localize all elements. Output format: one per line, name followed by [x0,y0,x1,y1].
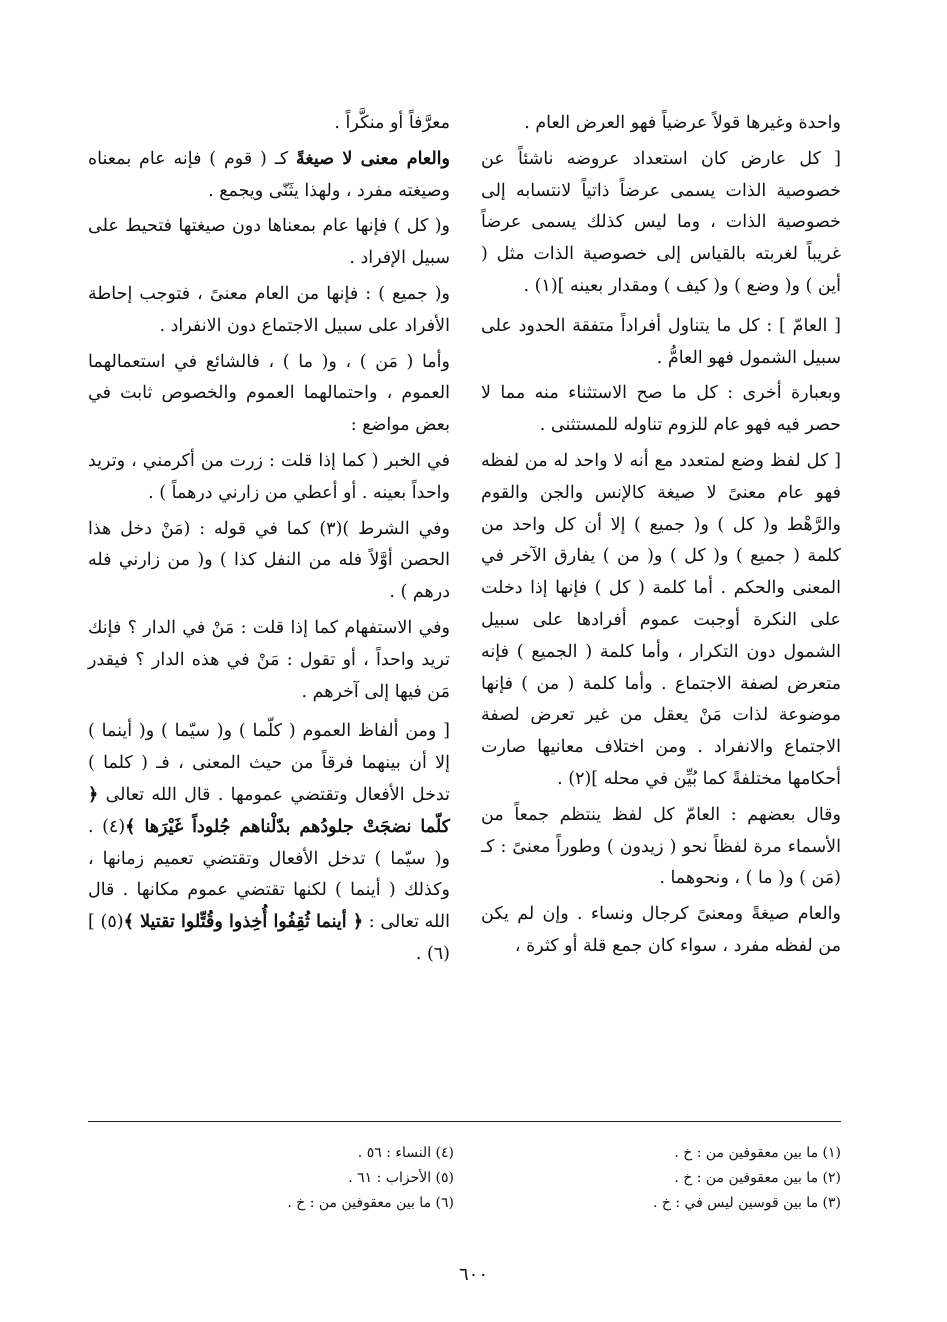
paragraph: وفي الشرط )(٣) كما في قوله : (مَنْ دخل هذا الحصن أوَّلاً فله من النفل كذا ) و( من زارني فله درهم ) . [88,518,450,603]
paragraph: في الخبر ( كما إذا قلت : زرت من أكرمني ، وتريد واحداً بعينه . أو أعطي من زارني درهماً ) . [88,450,450,503]
paragraph-text: (٤) . و( سيّما ) تدخل الأفعال وتقتضي تعميم زمانها ، وكذلك ( أينما ) لكنها تقتضي عموم مكانها . قال الله تعالى : [88,816,451,933]
footnote-divider [88,1121,841,1122]
paragraph: وقال بعضهم : العامّ كل لفظ ينتظم جمعاً من الأسماء مرة لفظاً نحو ( زيدون ) وطوراً معنىً : كـ (مَن ) و( ما ) ، ونحوهما . [481,804,841,889]
footnote: (٦) ما بين معقوفين من : خ . [287,1195,454,1211]
left-text-column [88,108,450,975]
footnote: (٢) ما بين معقوفين من : خ . [674,1170,841,1186]
quran-verse: ﴿ كلّما نضجَتْ جلودُهم بدّلْناهم جُلوداً غَيْرَها ﴾ [88,784,451,837]
right-text-column [481,108,841,967]
paragraph: وفي الاستفهام كما إذا قلت : مَنْ في الدار ؟ فإنك تريد واحداً ، أو تقول : مَنْ في هذه الدار ؟ فيقدر مَن فيها إلى آخرهم . [88,617,450,702]
footnote: (٤) النساء : ٥٦ . [357,1145,454,1161]
quran-verse: ﴿ أينما ثُقِفُوا أُخِذوا وقُتِّلوا تقتيلا ﴾ [123,912,364,933]
paragraph: [ كل لفظ وضع لمتعدد مع أنه لا واحد له من لفظه فهو عام معنىً لا صيغة كالإنس والجن والقوم والرَّهْط و( كل ) و( جميع ) إلا أن كل واحد من كلمة ( جميع ) و( كل ) و( من ) يفارق الآخر في المعنى والحكم . أما كلمة ( كل ) فإنها إذا دخلت على النكرة أوجبت عموم أفرادها على سبيل الشمول دون التكرار ، وأما كلمة ( الجميع ) فإنه متعرض لصفة الاجتماع . وأما كلمة ( من ) فإنها موضوعة لذات مَنْ يعقل من غير تعرض لصفة الاجتماع والانفراد . ومن اختلاف معانيها صارت أحكامها مختلفةً كما بُيِّن في محله ](٢) . [481,450,841,789]
page-number: ٦٠٠ [458,1264,488,1285]
bold-term: والعام معنى لا صيغةً [296,148,450,169]
paragraph: [ العامّ ] : كل ما يتناول أفراداً متفقة الحدود على سبيل الشمول فهو العامُّ . [481,315,841,368]
paragraph-text: [ ومن ألفاظ العموم ( كلّما ) و( سيّما ) و( أينما ) إلا أن بينهما فرقاً من حيث المعنى ، فـ ( كلما ) تدخل الأفعال وتقتضي عمومها . قال الله تعالى [88,721,450,805]
paragraph: [ كل عارض كان استعداد عروضه ناشئاً عن خصوصية الذات يسمى عرضاً ذاتياً لانتسابه إلى خصوصية الذات ، وما ليس كذلك يسمى عرضاً غريباً لغربته بالقياس إلى خصوصية الذات مثل ( أين ) و( وضع ) و( كيف ) ومقدار بعينه ](١) . [481,148,841,296]
footnote: (٣) ما بين قوسين ليس في : خ . [652,1195,841,1211]
paragraph: معرَّفاً أو منكَّراً . [334,113,450,133]
paragraph-text: (٥) ](٦) . [88,912,450,964]
footnote: (٥) الأحزاب : ٦١ . [348,1170,454,1186]
paragraph: واحدة وغيرها قولاً عرضياً فهو العرض العام . [524,113,841,133]
paragraph [88,144,450,208]
paragraph: وبعبارة أخرى : كل ما صح الاستثناء منه مما لا حصر فيه فهو عام للزوم تناوله للمستثنى . [481,383,841,436]
paragraph: وأما ( مَن ) ، و( ما ) ، فالشائع في استعمالهما العموم ، واحتمالهما العموم والخصوص ثابت في بعض مواضع : [88,351,450,436]
paragraph [88,716,450,970]
paragraph-text: كـ ( قوم ) فإنه عام بمعناه وصيغته مفرد ، ولهذا يثَنّى ويجمع . [88,148,450,201]
paragraph: والعام صيغةً ومعنىً كرجال ونساء . وإن لم يكن من لفظه مفرد ، سواء كان جمع قلة أو كثرة ، [481,904,841,956]
footnotes-left [240,1141,454,1216]
footnotes-right [560,1141,841,1216]
paragraph: و( جميع ) : فإنها من العام معنىً ، فتوجب إحاطة الأفراد على سبيل الاجتماع دون الانفراد . [88,283,450,336]
footnote: (١) ما بين معقوفين من : خ . [674,1145,841,1161]
paragraph: و( كل ) فإنها عام بمعناها دون صيغتها فتحيط على سبيل الإفراد . [88,216,450,269]
